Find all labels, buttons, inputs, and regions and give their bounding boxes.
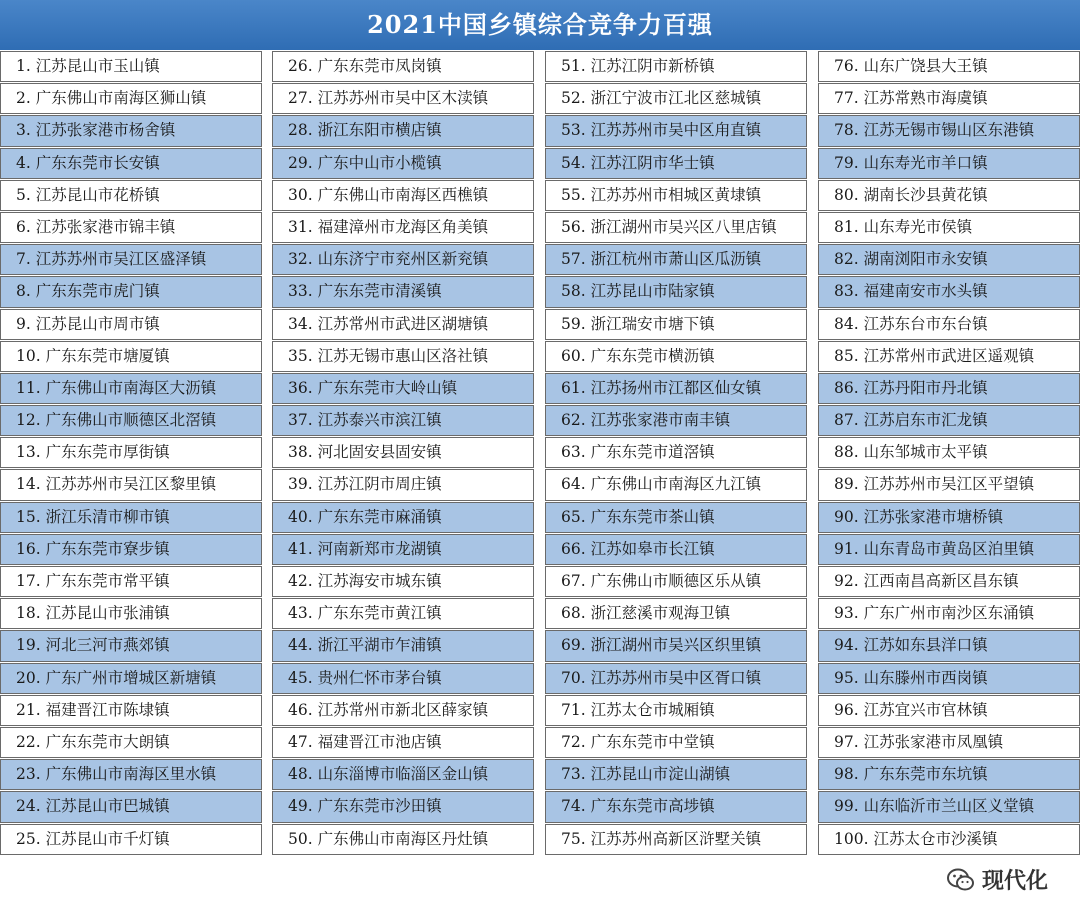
ranking-cell: 96. 江苏宜兴市官林镇: [818, 695, 1080, 726]
ranking-cell: 38. 河北固安县固安镇: [272, 437, 534, 468]
ranking-cell: 100. 江苏太仓市沙溪镇: [818, 824, 1080, 855]
ranking-cell: 28. 浙江东阳市横店镇: [272, 115, 534, 146]
ranking-cell: 39. 江苏江阴市周庄镇: [272, 469, 534, 500]
ranking-cell: 22. 广东东莞市大朗镇: [0, 727, 262, 758]
ranking-cell: 30. 广东佛山市南海区西樵镇: [272, 180, 534, 211]
ranking-cell: 18. 江苏昆山市张浦镇: [0, 598, 262, 629]
wechat-watermark: [946, 864, 1048, 895]
ranking-cell: 51. 江苏江阴市新桥镇: [545, 51, 807, 82]
ranking-cell: 44. 浙江平湖市乍浦镇: [272, 630, 534, 661]
ranking-cell: 60. 广东东莞市横沥镇: [545, 341, 807, 372]
ranking-cell: 14. 江苏苏州市吴江区黎里镇: [0, 469, 262, 500]
ranking-cell: 6. 江苏张家港市锦丰镇: [0, 212, 262, 243]
ranking-cell: 63. 广东东莞市道滘镇: [545, 437, 807, 468]
ranking-cell: 13. 广东东莞市厚街镇: [0, 437, 262, 468]
ranking-cell: 89. 江苏苏州市吴江区平望镇: [818, 469, 1080, 500]
ranking-cell: 77. 江苏常熟市海虞镇: [818, 83, 1080, 114]
ranking-cell: 36. 广东东莞市大岭山镇: [272, 373, 534, 404]
ranking-cell: 65. 广东东莞市茶山镇: [545, 502, 807, 533]
ranking-cell: 11. 广东佛山市南海区大沥镇: [0, 373, 262, 404]
ranking-cell: 46. 江苏常州市新北区薛家镇: [272, 695, 534, 726]
ranking-column-3: [545, 51, 807, 856]
ranking-cell: 47. 福建晋江市池店镇: [272, 727, 534, 758]
ranking-cell: 74. 广东东莞市高埗镇: [545, 791, 807, 822]
ranking-cell: 21. 福建晋江市陈埭镇: [0, 695, 262, 726]
ranking-cell: 4. 广东东莞市长安镇: [0, 148, 262, 179]
ranking-cell: 26. 广东东莞市凤岗镇: [272, 51, 534, 82]
ranking-cell: 73. 江苏昆山市淀山湖镇: [545, 759, 807, 790]
ranking-cell: 76. 山东广饶县大王镇: [818, 51, 1080, 82]
ranking-cell: 49. 广东东莞市沙田镇: [272, 791, 534, 822]
ranking-cell: 19. 河北三河市燕郊镇: [0, 630, 262, 661]
ranking-cell: 75. 江苏苏州高新区浒墅关镇: [545, 824, 807, 855]
ranking-cell: 43. 广东东莞市黄江镇: [272, 598, 534, 629]
ranking-cell: 94. 江苏如东县洋口镇: [818, 630, 1080, 661]
ranking-cell: 72. 广东东莞市中堂镇: [545, 727, 807, 758]
ranking-cell: 25. 江苏昆山市千灯镇: [0, 824, 262, 855]
ranking-cell: 40. 广东东莞市麻涌镇: [272, 502, 534, 533]
ranking-cell: 16. 广东东莞市寮步镇: [0, 534, 262, 565]
ranking-cell: 42. 江苏海安市城东镇: [272, 566, 534, 597]
ranking-cell: 15. 浙江乐清市柳市镇: [0, 502, 262, 533]
watermark-text: 现代化: [981, 869, 1048, 894]
ranking-cell: 92. 江西南昌高新区昌东镇: [818, 566, 1080, 597]
ranking-cell: 88. 山东邹城市太平镇: [818, 437, 1080, 468]
ranking-cell: 32. 山东济宁市兖州区新兖镇: [272, 244, 534, 275]
ranking-cell: 93. 广东广州市南沙区东涌镇: [818, 598, 1080, 629]
ranking-cell: 99. 山东临沂市兰山区义堂镇: [818, 791, 1080, 822]
ranking-cell: 56. 浙江湖州市吴兴区八里店镇: [545, 212, 807, 243]
ranking-cell: 34. 江苏常州市武进区湖塘镇: [272, 309, 534, 340]
ranking-cell: 64. 广东佛山市南海区九江镇: [545, 469, 807, 500]
ranking-cell: 70. 江苏苏州市吴中区胥口镇: [545, 663, 807, 694]
ranking-cell: 24. 江苏昆山市巴城镇: [0, 791, 262, 822]
ranking-cell: 20. 广东广州市增城区新塘镇: [0, 663, 262, 694]
ranking-cell: 68. 浙江慈溪市观海卫镇: [545, 598, 807, 629]
ranking-cell: 71. 江苏太仓市城厢镇: [545, 695, 807, 726]
ranking-cell: 33. 广东东莞市清溪镇: [272, 276, 534, 307]
ranking-cell: 59. 浙江瑞安市塘下镇: [545, 309, 807, 340]
ranking-column-2: [272, 51, 534, 856]
ranking-column-4: [818, 51, 1080, 856]
ranking-cell: 91. 山东青岛市黄岛区泊里镇: [818, 534, 1080, 565]
ranking-cell: 83. 福建南安市水头镇: [818, 276, 1080, 307]
ranking-cell: 62. 江苏张家港市南丰镇: [545, 405, 807, 436]
ranking-column-1: [0, 51, 262, 856]
ranking-cell: 50. 广东佛山市南海区丹灶镇: [272, 824, 534, 855]
ranking-cell: 52. 浙江宁波市江北区慈城镇: [545, 83, 807, 114]
ranking-cell: 53. 江苏苏州市吴中区甪直镇: [545, 115, 807, 146]
ranking-cell: 17. 广东东莞市常平镇: [0, 566, 262, 597]
ranking-cell: 61. 江苏扬州市江都区仙女镇: [545, 373, 807, 404]
ranking-cell: 79. 山东寿光市羊口镇: [818, 148, 1080, 179]
ranking-cell: 81. 山东寿光市侯镇: [818, 212, 1080, 243]
ranking-cell: 2. 广东佛山市南海区狮山镇: [0, 83, 262, 114]
ranking-cell: 9. 江苏昆山市周市镇: [0, 309, 262, 340]
ranking-cell: 3. 江苏张家港市杨舍镇: [0, 115, 262, 146]
ranking-cell: 80. 湖南长沙县黄花镇: [818, 180, 1080, 211]
ranking-cell: 5. 江苏昆山市花桥镇: [0, 180, 262, 211]
ranking-cell: 31. 福建漳州市龙海区角美镇: [272, 212, 534, 243]
ranking-cell: 87. 江苏启东市汇龙镇: [818, 405, 1080, 436]
ranking-cell: 48. 山东淄博市临淄区金山镇: [272, 759, 534, 790]
ranking-cell: 84. 江苏东台市东台镇: [818, 309, 1080, 340]
page-title: 2021中国乡镇综合竞争力百强: [0, 0, 1080, 50]
ranking-cell: 55. 江苏苏州市相城区黄埭镇: [545, 180, 807, 211]
ranking-cell: 37. 江苏泰兴市滨江镇: [272, 405, 534, 436]
ranking-cell: 78. 江苏无锡市锡山区东港镇: [818, 115, 1080, 146]
ranking-cell: 98. 广东东莞市东坑镇: [818, 759, 1080, 790]
ranking-cell: 54. 江苏江阴市华士镇: [545, 148, 807, 179]
ranking-cell: 45. 贵州仁怀市茅台镇: [272, 663, 534, 694]
ranking-cell: 67. 广东佛山市顺德区乐从镇: [545, 566, 807, 597]
ranking-cell: 82. 湖南浏阳市永安镇: [818, 244, 1080, 275]
ranking-cell: 95. 山东滕州市西岗镇: [818, 663, 1080, 694]
ranking-cell: 12. 广东佛山市顺德区北滘镇: [0, 405, 262, 436]
ranking-cell: 29. 广东中山市小榄镇: [272, 148, 534, 179]
ranking-cell: 35. 江苏无锡市惠山区洛社镇: [272, 341, 534, 372]
ranking-cell: 90. 江苏张家港市塘桥镇: [818, 502, 1080, 533]
ranking-cell: 69. 浙江湖州市吴兴区织里镇: [545, 630, 807, 661]
ranking-cell: 58. 江苏昆山市陆家镇: [545, 276, 807, 307]
ranking-cell: 85. 江苏常州市武进区遥观镇: [818, 341, 1080, 372]
ranking-cell: 41. 河南新郑市龙湖镇: [272, 534, 534, 565]
ranking-cell: 27. 江苏苏州市吴中区木渎镇: [272, 83, 534, 114]
ranking-cell: 97. 江苏张家港市凤凰镇: [818, 727, 1080, 758]
wechat-icon: [946, 867, 976, 893]
ranking-cell: 86. 江苏丹阳市丹北镇: [818, 373, 1080, 404]
ranking-cell: 57. 浙江杭州市萧山区瓜沥镇: [545, 244, 807, 275]
ranking-cell: 7. 江苏苏州市吴江区盛泽镇: [0, 244, 262, 275]
ranking-cell: 10. 广东东莞市塘厦镇: [0, 341, 262, 372]
ranking-cell: 23. 广东佛山市南海区里水镇: [0, 759, 262, 790]
ranking-cell: 66. 江苏如皋市长江镇: [545, 534, 807, 565]
ranking-cell: 1. 江苏昆山市玉山镇: [0, 51, 262, 82]
ranking-cell: 8. 广东东莞市虎门镇: [0, 276, 262, 307]
